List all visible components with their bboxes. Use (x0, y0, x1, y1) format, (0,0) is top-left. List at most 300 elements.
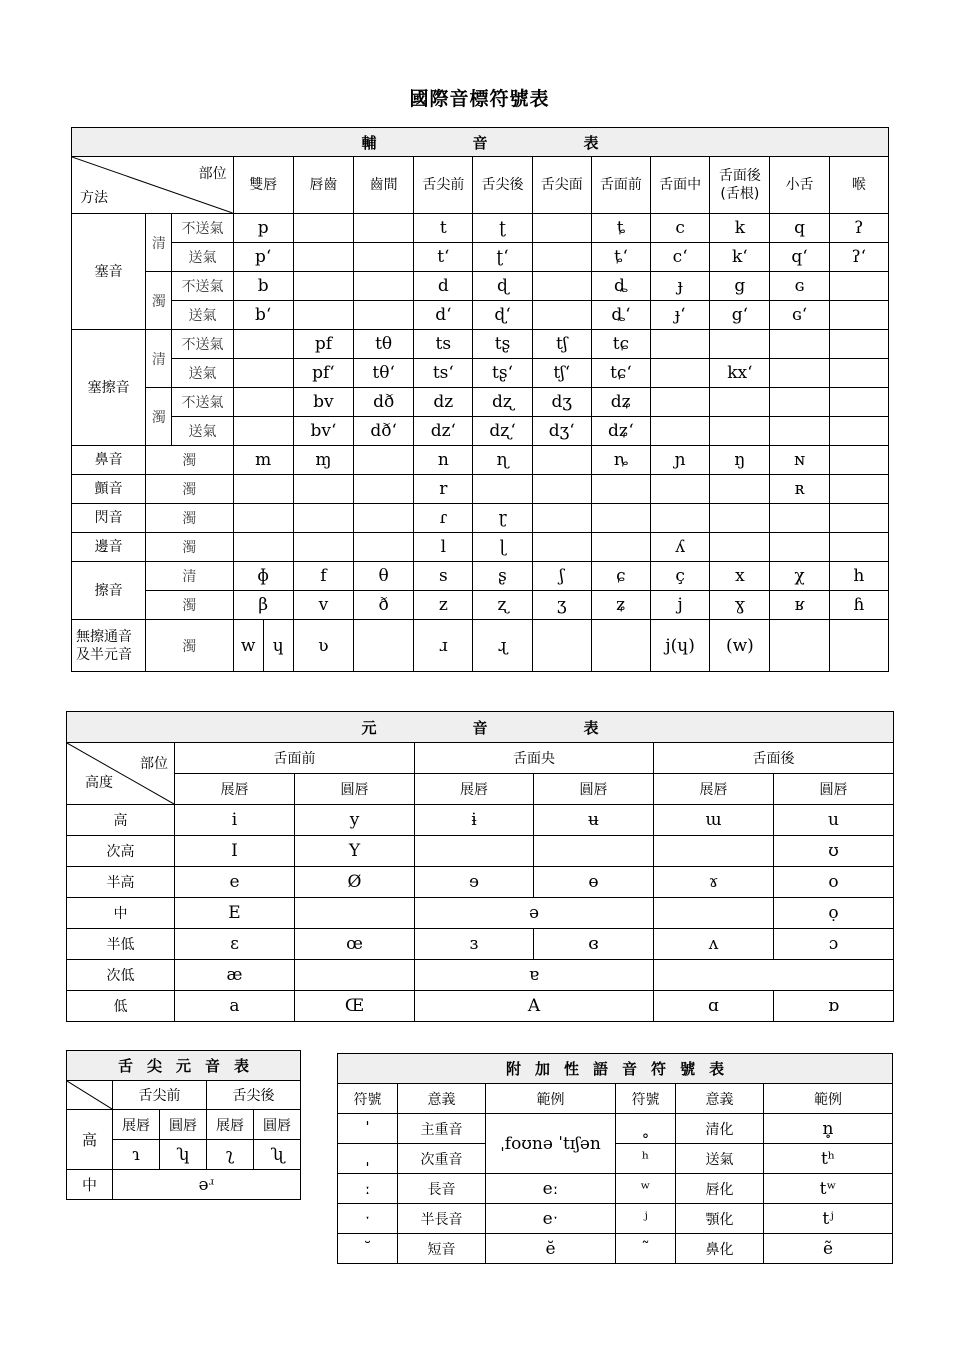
consonant-cell: tʂʻ (473, 359, 532, 388)
vowel-cell: ɵ (534, 867, 654, 898)
consonant-cell (293, 533, 353, 562)
diacritics-header: 意義 (398, 1084, 486, 1114)
consonant-cell (233, 359, 293, 388)
consonant-cell (233, 475, 293, 504)
consonant-cell: l (414, 533, 473, 562)
apical-rounding: 圓唇 (160, 1110, 207, 1140)
consonant-cell: pʻ (233, 243, 293, 272)
diacritic-symbol: ː (338, 1174, 398, 1204)
diacritics-header: 符號 (338, 1084, 398, 1114)
consonant-cell (651, 417, 710, 446)
consonant-cell: ʔʻ (829, 243, 888, 272)
consonant-cell: dʒ (532, 388, 591, 417)
consonant-cell: ɕ (591, 562, 650, 591)
consonant-cell (591, 504, 650, 533)
consonant-aspiration-label: 送氣 (172, 359, 233, 388)
apical-rounding: 圓唇 (254, 1110, 301, 1140)
diacritic-example: ẽ (764, 1234, 893, 1264)
consonant-cell: ʐ (473, 591, 532, 620)
diacritic-meaning: 送氣 (676, 1144, 764, 1174)
consonant-cell (532, 214, 591, 243)
consonant-voicing-label: 濁 (146, 591, 233, 620)
consonant-aspiration-label: 不送氣 (172, 214, 233, 243)
consonant-cell (233, 330, 293, 359)
vowel-height-label: 高 (67, 805, 175, 836)
diacritic-meaning: 唇化 (676, 1174, 764, 1204)
consonant-cell: dzʻ (414, 417, 473, 446)
consonant-cell (710, 533, 770, 562)
consonant-cell: tθ (354, 330, 414, 359)
consonant-cell (710, 417, 770, 446)
consonant-place-header: 喉 (829, 157, 888, 214)
consonant-cell: dʑ (591, 388, 650, 417)
consonant-cell: ɦ (829, 591, 888, 620)
consonant-cell: m (233, 446, 293, 475)
consonant-cell (770, 504, 829, 533)
consonant-cell: tʃ (532, 330, 591, 359)
consonant-cell: ɽ (473, 504, 532, 533)
diacritic-symbol: ˈ (338, 1114, 398, 1144)
consonant-cell: qʻ (770, 243, 829, 272)
diacritics-header: 符號 (616, 1084, 676, 1114)
consonant-place-header: 舌尖前 (414, 157, 473, 214)
consonant-manner-label: 塞音 (72, 214, 146, 330)
consonant-cell: ɹ (414, 620, 473, 672)
consonant-cell: ɣ (710, 591, 770, 620)
diacritic-example: eˑ (486, 1204, 616, 1234)
consonant-voicing-label: 濁 (146, 533, 233, 562)
consonant-manner-label: 無擦通音 及半元音 (72, 620, 146, 672)
consonant-cell (651, 504, 710, 533)
consonant-cell: dð (354, 388, 414, 417)
consonant-cell: ɳ (473, 446, 532, 475)
consonant-cell: ŋ (710, 446, 770, 475)
diacritic-symbol: ʷ (616, 1174, 676, 1204)
vowel-rounding-header: 展唇 (415, 774, 534, 805)
apical-vowel: ɿ (113, 1140, 160, 1170)
consonant-cell: ɭ (473, 533, 532, 562)
consonant-aspiration-label: 不送氣 (172, 388, 233, 417)
consonant-cell: ɾ (414, 504, 473, 533)
consonant-cell (829, 301, 888, 330)
consonant-cell (532, 475, 591, 504)
consonant-cell (293, 272, 353, 301)
consonant-cell (591, 475, 650, 504)
vowel-cell: ʊ (774, 836, 894, 867)
consonant-cell: ȡ (591, 272, 650, 301)
diacritic-meaning: 鼻化 (676, 1234, 764, 1264)
consonant-cell: ʁ (770, 591, 829, 620)
vowel-cell: ɒ (774, 991, 894, 1022)
consonant-manner-label: 邊音 (72, 533, 146, 562)
consonant-cell: pf (293, 330, 353, 359)
consonant-cell: ts (414, 330, 473, 359)
consonant-cell (829, 417, 888, 446)
diacritic-meaning: 主重音 (398, 1114, 486, 1144)
vowel-cell: a (175, 991, 295, 1022)
consonant-cell: tsʻ (414, 359, 473, 388)
consonant-cell (532, 301, 591, 330)
consonant-cell (829, 446, 888, 475)
vowel-cell: Ø (295, 867, 415, 898)
consonant-cell (710, 475, 770, 504)
consonant-cell: j(ɥ) (651, 620, 710, 672)
consonant-cell: tʂ (473, 330, 532, 359)
consonant-cell: cʻ (651, 243, 710, 272)
vowel-cell: ɔ (774, 929, 894, 960)
consonant-cell (532, 533, 591, 562)
consonant-cell (532, 272, 591, 301)
consonant-cell: gʻ (710, 301, 770, 330)
vowel-cell: Y (295, 836, 415, 867)
apical-rounding: 展唇 (207, 1110, 254, 1140)
apical-vowel: ʅ (207, 1140, 254, 1170)
consonant-cell: ɟʻ (651, 301, 710, 330)
consonant-place-header: 唇齒 (293, 157, 353, 214)
vowel-cell: œ (295, 929, 415, 960)
consonant-cell: ç (651, 562, 710, 591)
consonant-voicing-label: 濁 (146, 475, 233, 504)
consonant-cell: β (233, 591, 293, 620)
consonant-cell (829, 475, 888, 504)
consonant-aspiration-label: 送氣 (172, 417, 233, 446)
vowel-cell: Œ (295, 991, 415, 1022)
consonant-cell: ð (354, 591, 414, 620)
vowel-cell (654, 898, 774, 929)
consonant-cell (354, 475, 414, 504)
apical-place-retroflex: 舌尖後 (207, 1081, 301, 1110)
page-title: 國際音標符號表 (409, 88, 550, 110)
vowel-cell (295, 960, 415, 991)
consonant-voicing-label: 清 (146, 330, 172, 388)
consonant-cell (354, 446, 414, 475)
consonant-cell: p (233, 214, 293, 243)
vowel-cell: ə (415, 898, 654, 929)
diacritic-meaning: 短音 (398, 1234, 486, 1264)
consonant-cell (532, 243, 591, 272)
consonant-cell: ʈʻ (473, 243, 532, 272)
consonant-cell (233, 533, 293, 562)
consonant-cell: ɟ (651, 272, 710, 301)
consonant-cell: j (651, 591, 710, 620)
consonant-cell: c (651, 214, 710, 243)
consonant-cell (770, 330, 829, 359)
consonant-cell (293, 475, 353, 504)
consonant-cell (829, 359, 888, 388)
consonant-cell: ȡʻ (591, 301, 650, 330)
consonant-place-header: 齒間 (354, 157, 414, 214)
apical-vowel: ʮ (160, 1140, 207, 1170)
consonant-cell (651, 330, 710, 359)
consonant-cell: ȶʻ (591, 243, 650, 272)
consonant-cell (829, 533, 888, 562)
consonant-cell: ɲ (651, 446, 710, 475)
consonant-cell: r (414, 475, 473, 504)
vowel-cell: ɜ (415, 929, 534, 960)
consonant-cell (354, 533, 414, 562)
consonant-cell: bʻ (233, 301, 293, 330)
consonant-place-header: 舌尖後 (473, 157, 532, 214)
consonant-cell: tʻ (414, 243, 473, 272)
consonant-manner-label: 塞擦音 (72, 330, 146, 446)
consonant-place-header: 雙唇 (233, 157, 293, 214)
consonant-cell: χ (770, 562, 829, 591)
consonant-voicing-label: 濁 (146, 388, 172, 446)
consonant-cell (710, 388, 770, 417)
consonant-cell: d (414, 272, 473, 301)
diacritic-symbol: ˑ (338, 1204, 398, 1234)
apical-high-label: 高 (67, 1110, 113, 1170)
consonant-manner-label: 顫音 (72, 475, 146, 504)
consonant-cell (354, 272, 414, 301)
consonant-aspiration-label: 不送氣 (172, 330, 233, 359)
vowel-cell: A (415, 991, 654, 1022)
consonant-cell: kʻ (710, 243, 770, 272)
consonant-cell: (w) (710, 620, 770, 672)
vowel-cell: e (175, 867, 295, 898)
vowel-height-label: 次低 (67, 960, 175, 991)
diacritic-meaning: 半長音 (398, 1204, 486, 1234)
diacritic-meaning: 次重音 (398, 1144, 486, 1174)
consonant-cell (473, 475, 532, 504)
vowel-height-label: 半高 (67, 867, 175, 898)
vowel-heading: 元 音 表 (67, 712, 894, 743)
consonant-symbol: w (234, 620, 264, 671)
apical-heading: 舌 尖 元 音 表 (67, 1051, 301, 1081)
consonant-cell: ɢʻ (770, 301, 829, 330)
vowel-cell (654, 836, 774, 867)
diacritics-header: 意義 (676, 1084, 764, 1114)
vowel-height-label: 低 (67, 991, 175, 1022)
consonant-cell (354, 243, 414, 272)
consonant-cell (829, 272, 888, 301)
consonant-cell (293, 243, 353, 272)
apical-vowel: ʯ (254, 1140, 301, 1170)
diacritic-example: tʰ (764, 1144, 893, 1174)
consonant-place-header: 舌尖面 (532, 157, 591, 214)
consonant-cell: ʀ (770, 475, 829, 504)
consonant-cell (651, 359, 710, 388)
consonant-cell: t (414, 214, 473, 243)
consonant-cell: z (414, 591, 473, 620)
consonant-aspiration-label: 送氣 (172, 243, 233, 272)
consonant-cell (233, 417, 293, 446)
consonant-cell: g (710, 272, 770, 301)
vowel-cell: ɐ (415, 960, 654, 991)
consonant-cell: bvʻ (293, 417, 353, 446)
consonant-cell: n (414, 446, 473, 475)
vowel-cell: ɤ (654, 867, 774, 898)
consonant-cell: v (293, 591, 353, 620)
consonant-cell (770, 533, 829, 562)
apical-vowel-table (66, 1050, 301, 1200)
consonant-aspiration-label: 送氣 (172, 301, 233, 330)
consonant-cell (591, 533, 650, 562)
consonant-voicing-label: 濁 (146, 272, 172, 330)
vowel-cell (295, 898, 415, 929)
apical-corner (67, 1081, 113, 1110)
consonant-cell (770, 620, 829, 672)
consonant-cell: dʒʻ (532, 417, 591, 446)
consonant-table (71, 127, 889, 672)
apical-vowel: əʴ (113, 1170, 301, 1200)
diacritic-meaning: 清化 (676, 1114, 764, 1144)
consonant-cell: ȶ (591, 214, 650, 243)
vowel-cell: I (175, 836, 295, 867)
consonant-cell: ʑ (591, 591, 650, 620)
vowel-cell: ọ (774, 898, 894, 929)
vowel-cell: ʌ (654, 929, 774, 960)
consonant-cell (354, 504, 414, 533)
consonant-cell: kxʻ (710, 359, 770, 388)
consonant-cell: tɕ (591, 330, 650, 359)
vowel-cell: ɯ (654, 805, 774, 836)
vowel-cell: ʉ (534, 805, 654, 836)
consonant-voicing-label: 濁 (146, 504, 233, 533)
consonant-cell: f (293, 562, 353, 591)
vowel-rounding-header: 展唇 (175, 774, 295, 805)
consonant-cell (293, 504, 353, 533)
consonant-cell: tθʻ (354, 359, 414, 388)
vowel-height-label: 半低 (67, 929, 175, 960)
consonant-voicing-label: 濁 (146, 446, 233, 475)
consonant-cell: tɕʻ (591, 359, 650, 388)
consonant-symbol: ɥ (272, 635, 284, 656)
apical-mid-label: 中 (67, 1170, 113, 1200)
diacritic-example: tʲ (764, 1204, 893, 1234)
vowel-cell (654, 960, 894, 991)
consonant-cell (233, 388, 293, 417)
diacritic-example-stress: ˌfoʊnə ˈtɪʃən (486, 1114, 616, 1174)
diacritic-symbol: ʰ (616, 1144, 676, 1174)
vowel-cell: ɘ (415, 867, 534, 898)
consonant-cell (354, 301, 414, 330)
consonant-voicing-label: 濁 (146, 620, 233, 672)
vowel-place-back: 舌面後 (654, 743, 894, 774)
consonant-cell (532, 504, 591, 533)
consonant-cell: ɸ (233, 562, 293, 591)
diacritic-example: eː (486, 1174, 616, 1204)
consonant-cell: ʋ (293, 620, 353, 672)
consonant-cell: ȵ (591, 446, 650, 475)
consonant-cell (651, 475, 710, 504)
consonant-cell: s (414, 562, 473, 591)
vowel-rounding-header: 圓唇 (534, 774, 654, 805)
consonant-cell: ʂ (473, 562, 532, 591)
consonant-cell: dz (414, 388, 473, 417)
vowel-rounding-header: 展唇 (654, 774, 774, 805)
consonant-cell (532, 620, 591, 672)
consonant-cell (770, 388, 829, 417)
consonant-cell (532, 446, 591, 475)
consonant-manner-label: 擦音 (72, 562, 146, 620)
consonant-cell: ɴ (770, 446, 829, 475)
apical-place-front: 舌尖前 (113, 1081, 207, 1110)
consonant-cell (710, 504, 770, 533)
consonant-place-header: 舌面中 (651, 157, 710, 214)
vowel-cell: E (175, 898, 295, 929)
consonant-cell: q (770, 214, 829, 243)
consonant-place-header: 舌面前 (591, 157, 650, 214)
vowel-rounding-header: 圓唇 (295, 774, 415, 805)
apical-rounding: 展唇 (113, 1110, 160, 1140)
diacritic-example: ĕ (486, 1234, 616, 1264)
consonant-cell: dðʻ (354, 417, 414, 446)
consonant-cell: bv (293, 388, 353, 417)
consonant-cell: ʃ (532, 562, 591, 591)
diacritic-example: n̥ (764, 1114, 893, 1144)
diacritic-meaning: 長音 (398, 1174, 486, 1204)
diacritic-symbol: ˳ (616, 1114, 676, 1144)
consonant-cell: ɖ (473, 272, 532, 301)
vowel-cell (534, 836, 654, 867)
vowel-cell: y (295, 805, 415, 836)
consonant-place-header: 舌面後 (舌根) (710, 157, 770, 214)
vowel-cell: æ (175, 960, 295, 991)
consonant-cell (293, 214, 353, 243)
consonant-voicing-label: 清 (146, 562, 233, 591)
vowel-cell: u (774, 805, 894, 836)
consonant-cell: h (829, 562, 888, 591)
diacritic-symbol: ˘ (338, 1234, 398, 1264)
consonant-cell (293, 301, 353, 330)
consonant-cell (354, 214, 414, 243)
vowel-cell: i (175, 805, 295, 836)
consonant-cell: dʻ (414, 301, 473, 330)
consonant-cell: ɢ (770, 272, 829, 301)
consonant-cell (770, 359, 829, 388)
vowel-height-label: 次高 (67, 836, 175, 867)
consonant-cell: ʒ (532, 591, 591, 620)
diacritic-symbol: ʲ (616, 1204, 676, 1234)
vowel-place-front: 舌面前 (175, 743, 415, 774)
consonant-cell: dʐ (473, 388, 532, 417)
consonant-cell (354, 620, 414, 672)
diacritics-header: 範例 (764, 1084, 893, 1114)
diacritic-meaning: 顎化 (676, 1204, 764, 1234)
consonant-cell: b (233, 272, 293, 301)
diacritics-heading: 附 加 性 語 音 符 號 表 (338, 1054, 893, 1084)
vowel-height-label: 中 (67, 898, 175, 929)
diacritic-example: tʷ (764, 1174, 893, 1204)
consonant-cell: ɱ (293, 446, 353, 475)
diacritic-symbol: ˌ (338, 1144, 398, 1174)
consonant-heading: 輔 音 表 (72, 128, 889, 157)
consonant-cell (770, 417, 829, 446)
vowel-cell: ɛ (175, 929, 295, 960)
vowel-cell: ɞ (534, 929, 654, 960)
consonant-cell (829, 620, 888, 672)
diacritics-table (337, 1053, 893, 1264)
vowel-rounding-header: 圓唇 (774, 774, 894, 805)
consonant-cell (829, 504, 888, 533)
consonant-cell: dʑʻ (591, 417, 650, 446)
consonant-corner: 部位 方法 (72, 157, 234, 214)
consonant-cell: ʈ (473, 214, 532, 243)
consonant-cell: ʔ (829, 214, 888, 243)
consonant-cell: x (710, 562, 770, 591)
consonant-cell: ɖʻ (473, 301, 532, 330)
consonant-cell (233, 620, 293, 672)
consonant-cell: pfʻ (293, 359, 353, 388)
consonant-cell: ɻ (473, 620, 532, 672)
consonant-cell (829, 330, 888, 359)
vowel-corner: 部位 高度 (67, 743, 175, 805)
consonant-place-header: 小舌 (770, 157, 829, 214)
diacritics-header: 範例 (486, 1084, 616, 1114)
diacritic-symbol: ˜ (616, 1234, 676, 1264)
consonant-cell: θ (354, 562, 414, 591)
